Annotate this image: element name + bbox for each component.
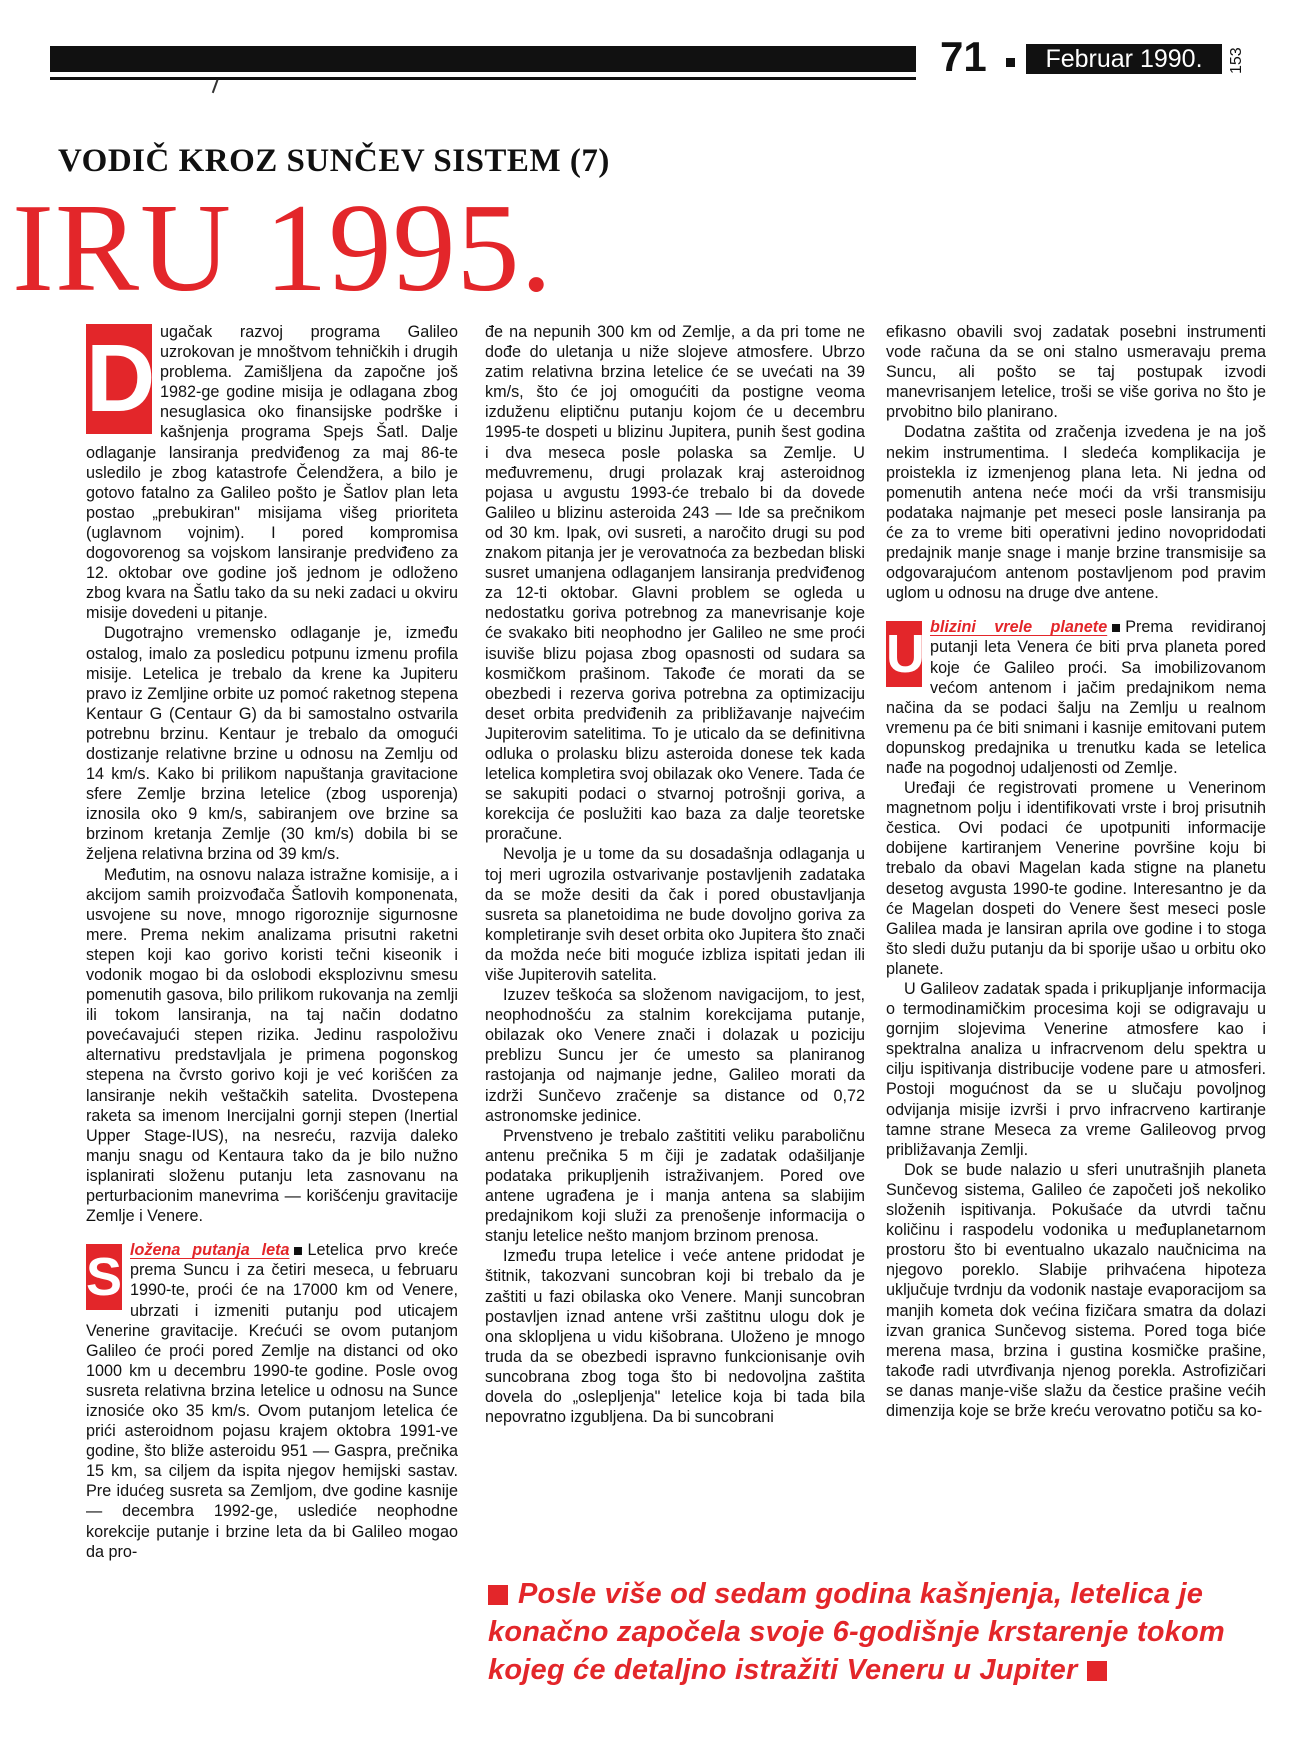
article-column-3	[886, 322, 1266, 1567]
spacer	[86, 1226, 458, 1240]
series-title: VODIČ KROZ SUNČEV SISTEM (7)	[58, 143, 610, 179]
paragraph: Izuzev teškoća sa složenom navigacijom, to jest, neophodnošću za stalnim korekcijama putanje, obilazak oko Venere znači i dolazak u poziciju preblizu Suncu jer će umesto sa planiranog rastojanja od najmanje jedne, Galileo morati da izdrži Sunčevo zračenje sa distance od 0,72 astronomske jedinice.	[485, 986, 865, 1125]
paragraph	[886, 617, 1266, 778]
paragraph: đe na nepunih 300 km od Zemlje, a da pri tome ne dođe do uletanja u niže slojeve atmosfere. Ubrzo zatim relativna brzina letelice će se uvećati na 39 km/s, što će joj omogućiti da postigne veoma izduženu eliptičnu putanju kojom će u decembru 1995-te dospeti u blizinu Jupitera, punih šest godina i dva meseca posle polaska sa Zemlje. U međuvremenu, drugi prolazak kraj asteroidnog pojasa u avgustu 1993-će trebalo bi da dovede Galileo u blizinu asteroida 243 — Ide sa prečnikom od 30 km. Ipak, ovi susreti, a naročito drugi su pod znakom pitanja jer je verovatnoća za bezbedan bliski susret umanjena odlaganjem lansiranja predviđenog za 12-ti oktobar. Glavni problem se ogleda u nedostatku goriva potrebnog za manevrisanje koje će svakako biti neophodno jer Galileo ne sme proći isuviše blizu pojasa zbog opasnosti od sudara sa kosmičkom prašinom. Takođe će morati da se obezbedi i rezerva goriva potrebna za optimizaciju deset orbita predviđenih za približavanje najvećim Jupiterovim satelitima. To je uticalo da se definitivna odluka o prolasku blizu asteroida donese tek kada letelica kompletira svoj obilazak oko Venere. Tada će se sakupiti podaci o stvarnoj potrošnji goriva, a korekcija će poslužiti kao baza za dalje teoretske proračune.	[485, 323, 865, 844]
header-bar	[50, 46, 916, 72]
subheading: blizini vrele planete	[930, 618, 1108, 637]
paragraph-text: ugačak razvoj programa Galileo uzrokovan je mnoštvom tehničkih i drugih problema. Zamišljena da započne još 1982-ge godine misija je odlagana zbog nesuglasica oko finansijske podrške i kašnjenja programa Spejs Šatl. Dalje odlaganje lansiranja predviđenog za maj 86-te usledilo je zbog katastrofe Čelendžera, a bilo je gotovo fatalno za Galileo pošto je Šatlov plan leta postao „prebukiran" misijama višeg prioriteta (uglavnom vojnim). I pored kompromisa dogovorenog sa vojskom lansiranje predviđeno za 12. oktobar ove godine još jednom je odloženo zbog kvara na Šatlu tako da su neki zadaci u okviru misije dovedeni u pitanje.	[86, 323, 458, 623]
print-mark	[212, 79, 222, 94]
paragraph: Dodatna zaštita od zračenja izvedena je na još nekim instrumentima. I sledeća komplikacija je proistekla iz izmenjenog plana leta. Ni jedna od pomenutih antena neće moći da vrši transmisiju podataka najmanje pet meseci posle lansiranja pa će za to vreme biti operativni jedino novopridodati predajnik manje snage i manje brzine transmisije sa odgovarajućom antenom postavljenom pod pravim uglom u odnosu na druge dve antene.	[886, 423, 1266, 603]
paragraph: U Galileov zadatak spada i prikupljanje informacija o termodinamičkim procesima koji se odigravaju u gornjim slojevima Venerine atmosfere kao i spektralna analiza u infracrvenom delu spektra u cilju ispitivanja distribucije vodene pare u atmosferi. Postoji mogućnost da se u slučaju povoljnog odvijanja misije izvrši i prvo infracrveno kartiranje tamne strane Meseca za vreme Galileovog prvog približavanja Zemlji.	[886, 980, 1266, 1159]
page-number: 71	[940, 33, 987, 80]
bullet-square-icon	[1112, 624, 1120, 632]
quote-end-square-icon	[1087, 1661, 1107, 1681]
spacer	[886, 603, 1266, 617]
bullet-square-icon	[294, 1247, 302, 1255]
paragraph: Između trupa letelice i veće antene pridodat je štitnik, takozvani suncobran koji bi trebalo da je zaštiti u fazi obilaska oko Venere. Manji suncobran postavljen iznad antene vrši zaštitnu ulogu dok je ona sklopljena u vidu kišobrana. Uloženo je mnogo truda da se obezbedi ispravno funkcionisanje ovih suncobrana zbog toga što bi nedovoljna zaštita dovela do „oslepljenja" letelice koja bi tada bila nepovratno izgubljena. Da bi suncobrani	[485, 1247, 865, 1427]
subheading: ložena putanja leta	[130, 1241, 290, 1260]
paragraph: efikasno obavili svoj zadatak posebni instrumenti vode računa da se oni stalno usmeravaju prema Suncu, ali pošto se taj postupak izvodi manevrisanjem letelice, troši se više goriva no što je prvobitno bilo planirano.	[886, 323, 1266, 422]
headline: IRU 1995.	[12, 179, 553, 318]
paragraph: Dok se bude nalazio u sferi unutrašnjih planeta Sunčevog sistema, Galileo će započeti još nekoliko složenih ispitivanja. Pokušaće da utvrdi tačnu količinu i raspodelu vodonika u međuplanetarnom prostoru što bi eventualno ukazalo naučnicima na njegovo poreklo. Slabije prihvaćena hipoteza uključuje tvrdnju da vodonik nastaje evaporacijom sa manjih kometa dok većina fizičara smatra da dolazi izvan granica Sunčevog sistema. Pored toga biće merena masa, brzina i gustina kosmičke prašine, takođe radi utvrđivanja njenog porekla. Astrofizičari se danas manje-više slažu da čestice prašine većih dimenzija koje se brže kreću verovatno potiču sa ko-	[886, 1160, 1266, 1420]
paragraph: Prvenstveno je trebalo zaštititi veliku paraboličnu antenu prečnika 5 m čiji je zadatak odašiljanje podataka prikupljenih istraživanjem. Pored ove antene ugrađena je i manja antena sa slabijim predajnikom koji služi za prenošenje informacija o stanju letelice nešto manjom brzinom prenosa.	[485, 1126, 865, 1246]
pull-quote	[488, 1575, 1268, 1689]
paragraph: Nevolja je u tome da su dosadašnja odlaganja u toj meri ugrozila ostvarivanje postavljenih zadataka da se može desiti da čak i pored obustavljanja susreta sa planetoidima ne bude dovoljno goriva za kompletiranje svih deset orbita oko Jupitera što znači da možda neće biti moguće izbliza ispitati jedan ili više Jupiterovih satelita.	[485, 845, 865, 984]
paragraph: Dugotrajno vremensko odlaganje je, između ostalog, imalo za posledicu potpunu izmenu profila misije. Letelica je trebalo da krene ka Jupiteru pravo iz Zemljine orbite uz pomoć raketnog stepena Kentaur G (Centaur G) da bi samostalno ostvarila potrebnu brzinu. Kentaur je trebalo da omogući dostizanje relativne brzine u odnosu na Zemlju od 14 km/s. Kako bi prilikom napuštanja gravitacione sfere Zemlje brzina letelice (zbog usporenja) iznosila oko 9 km/s, sabiranjem ove brzine sa brzinom kretanja Zemlje (30 km/s) dobila bi se željena relativna brzina od 39 km/s.	[86, 624, 458, 864]
paragraph-text: Letelica prvo kreće prema Suncu i za četiri meseca, u februaru 1990-te, proći će na 17000 km od Venere, ubrzati i izmeniti putanju pod uticajem Venerine gravitacije. Krećući se ovom putanjom Galileo će proći pored Zemlje na distanci od oko 1000 km u decembru 1990-te godine. Posle ovog susreta relativna brzina letelice u odnosu na Sunce iznosiće oko 35 km/s. Ovom putanjom letelica će prići asteroidnom pojasu krajem oktobra 1991-ve godine, što bliže asteroidu 951 — Gaspra, prečnika 15 km, sa ciljem da ispita njegov hemijski sastav. Pre idućeg susreta sa Zemljom, dve godine kasnije — decembra 1992-ge, uslediće neophodne korekcije putanje i brzine leta da bi Galileo mogao da pro-	[86, 1241, 458, 1561]
dropcap: U	[886, 621, 922, 687]
dropcap: S	[86, 1244, 122, 1310]
header-bullet-icon	[1006, 58, 1015, 67]
pull-quote-text: Posle više od sedam godina kašnjenja, letelica je konačno započela svoje 6-godišnje krstarenje tokom kojeg će detaljno istražiti Veneru u Jupiter	[488, 1578, 1225, 1686]
article-column-1	[86, 322, 458, 1692]
dropcap: D	[86, 325, 156, 432]
paragraph: Uređaji će registrovati promene u Venerinom magnetnom polju i identifikovati vrste i broj prisutnih čestica. Ovi podaci će upotpuniti informacije dobijene kartiranjem Venerine površine koju bi trebalo da obavi Magelan kada stigne na planetu desetog avgusta 1990-te godine. Interesantno je da će Magelan dospeti do Venere šest meseci posle Galilea mada je lansiran aprila ove godine i to stoga što sledi dužu putanju da bi sporije ušao u orbitu oko planete.	[886, 779, 1266, 978]
paragraph: Međutim, na osnovu nalaza istražne komisije, a i akcijom samih proizvođača Šatlovih komponenata, usvojene su nove, mnogo rigoroznije sigurnosne mere. Prema nekim analizama prisutni raketni stepen koji kao gorivo koristi tečni kiseonik i vodonik mogao bi da oslobodi eksplozivnu smesu pomenutih gasova, bilo prilikom rukovanja na zemlji ili tokom lansiranja, na taj način dodatno povećavajući stepen rizika. Jedinu raspoloživu alternativu predstavljala je primena pogonskog stepena na čvrsto gorivo koji je već korišćen za lansiranje nekih veštačkih satelita. Dvostepena raketa sa imenom Inercijalni gornji stepen (Inertial Upper Stage-IUS), na nesreću, razvija daleko manju snagu od Kentaura tako da je bilo nužno isplanirati složenu putanju leta zasnovanu na perturbacionim manevrima — korišćenju gravitacije Zemlje i Venere.	[86, 865, 458, 1226]
quote-start-square-icon	[488, 1585, 508, 1605]
article-column-2	[485, 322, 865, 1567]
paragraph	[86, 1240, 458, 1562]
issue-date: Februar 1990.	[1026, 44, 1222, 74]
paragraph-text: Prema revidiranoj putanji leta Venera će biti prva planeta pored koje će Galileo proći. Sa imobilizovanom većom antenom i jačim predajnikom nema načina da se podaci šalju na Zemlju u realnom vremenu pa će biti snimani i kasnije emitovani putem dopunskog predajnika u trenutku kada se letelica nađe na pogodnoj udaljenosti od Zemlje.	[886, 618, 1266, 777]
side-page-number: 153	[1228, 47, 1245, 75]
header-rule	[50, 77, 916, 80]
